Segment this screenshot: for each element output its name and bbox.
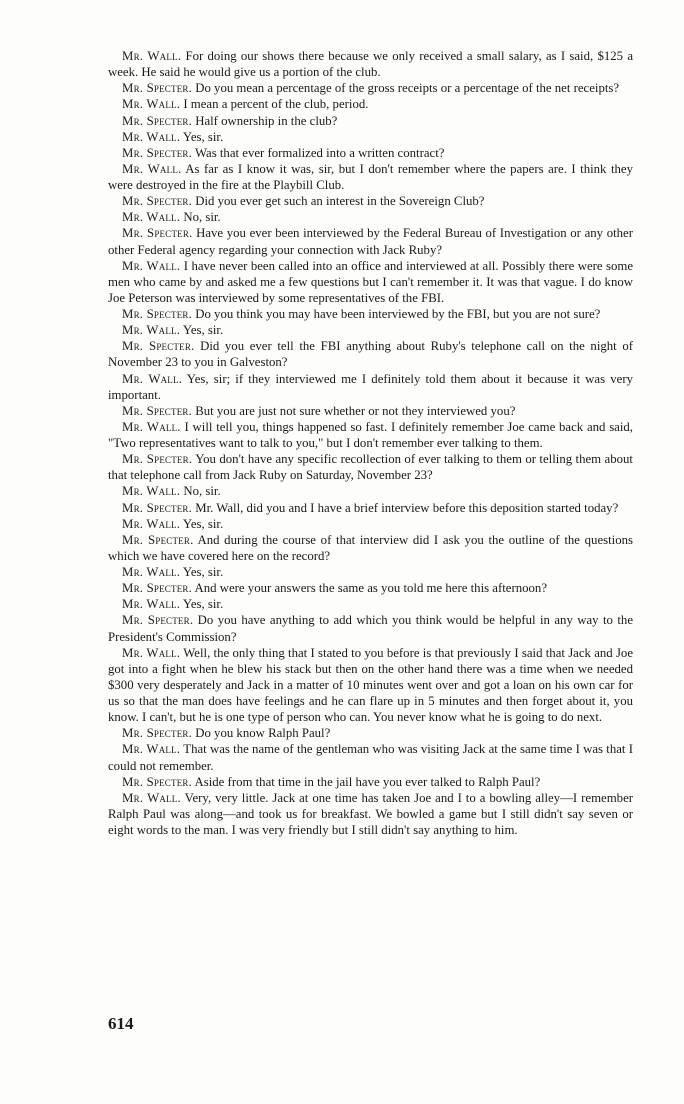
transcript-paragraph xyxy=(108,161,633,193)
transcript-paragraph xyxy=(108,225,633,257)
paragraph-text: Yes, sir. xyxy=(182,516,224,531)
transcript-paragraph xyxy=(108,209,633,225)
transcript-paragraph xyxy=(108,516,633,532)
speaker-label: Mr. Specter. xyxy=(122,403,192,418)
paragraph-text: That was the name of the gentleman who was visiting Jack at the same time I was that I could not remember. xyxy=(108,742,634,773)
speaker-label: Mr. Wall. xyxy=(122,210,181,225)
transcript-paragraph xyxy=(108,564,633,580)
paragraph-text: I mean a percent of the club, period. xyxy=(183,97,369,112)
paragraph-text: Yes, sir. xyxy=(182,597,224,612)
speaker-label: Mr. Wall. xyxy=(122,323,181,338)
transcript-paragraph xyxy=(108,725,633,741)
transcript-paragraph xyxy=(108,596,633,612)
transcript-paragraph xyxy=(108,483,633,499)
transcript-paragraph xyxy=(108,532,633,564)
paragraph-text: Mr. Wall, did you and I have a brief interview before this deposition started today? xyxy=(195,500,619,515)
paragraph-text: Did you ever tell the FBI anything about Ruby's telephone call on the night of November 23 to you in Galveston? xyxy=(108,339,634,370)
transcript-paragraph xyxy=(108,338,633,370)
transcript-paragraph xyxy=(108,741,633,773)
speaker-label: Mr. Specter. xyxy=(122,307,192,321)
paragraph-text: Did you ever get such an interest in the Sovereign Club? xyxy=(195,194,485,209)
speaker-label: Mr. Wall. xyxy=(122,419,181,434)
speaker-label: Mr. Specter. xyxy=(122,452,193,467)
transcript-paragraph xyxy=(108,113,633,129)
paragraph-text: You don't have any specific recollection of ever talking to them or telling them about that telephone call from Jack Ruby on Saturday, November 23? xyxy=(108,452,633,483)
transcript-paragraph xyxy=(108,403,633,419)
transcript-paragraph xyxy=(108,322,633,338)
speaker-label: Mr. Wall. xyxy=(122,161,182,176)
transcript-paragraph xyxy=(108,774,633,790)
transcript-paragraph xyxy=(108,580,633,596)
speaker-label: Mr. Specter. xyxy=(122,226,193,241)
speaker-label: Mr. Specter. xyxy=(122,339,195,354)
page-number: 614 xyxy=(108,1014,134,1033)
paragraph-text: Very, very little. Jack at one time has taken Joe and I to a bowling alley—I remember Ralph Paul was along—and took us for breakfast. We bowled a game but I still didn't say seven or eight words to the man. I was very friendly but I still didn't say anything to him. xyxy=(108,790,634,837)
paragraph-text: Was that ever formalized into a written contract? xyxy=(194,145,445,160)
transcript-paragraph xyxy=(108,96,633,112)
transcript-paragraph xyxy=(108,80,633,96)
speaker-label: Mr. Wall. xyxy=(122,97,181,112)
speaker-label: Mr. Wall. xyxy=(122,790,181,805)
speaker-label: Mr. Wall. xyxy=(122,645,181,660)
paragraph-text: I have never been called into an office and interviewed at all. Possibly there were some men who came by and asked me a few questions but I can't remember it. It was that vague. I do know Joe Peterson was interviewed by some representatives of the FBI. xyxy=(108,258,634,305)
speaker-label: Mr. Wall. xyxy=(122,258,181,273)
paragraph-text: Half ownership in the club? xyxy=(195,113,338,128)
paragraph-text: Yes, sir. xyxy=(182,129,224,144)
paragraph-text: And were your answers the same as you told me here this afternoon? xyxy=(194,581,548,596)
speaker-label: Mr. Wall. xyxy=(122,49,182,63)
speaker-label: Mr. Specter. xyxy=(122,581,192,596)
paragraph-text: Have you ever been interviewed by the Federal Bureau of Investigation or any other other Federal agency regarding your connection with Jack Ruby? xyxy=(108,226,633,257)
paragraph-text: But you are just not sure whether or not they interviewed you? xyxy=(195,403,516,418)
transcript-paragraph xyxy=(108,371,633,403)
transcript-paragraph xyxy=(108,790,633,838)
paragraph-text: Yes, sir. xyxy=(182,323,224,338)
transcript-paragraph xyxy=(108,645,633,726)
paragraph-text: No, sir. xyxy=(183,484,221,499)
speaker-label: Mr. Specter. xyxy=(122,500,192,515)
speaker-label: Mr. Specter. xyxy=(122,774,192,789)
transcript-paragraph xyxy=(108,193,633,209)
paragraph-text: I will tell you, things happened so fast. I definitely remember Joe came back and said, "Two representatives want to talk to you," but I don't remember ever talking to them. xyxy=(108,419,634,450)
speaker-label: Mr. Specter. xyxy=(122,194,192,209)
speaker-label: Mr. Wall. xyxy=(122,371,183,386)
speaker-label: Mr. Wall. xyxy=(122,597,181,612)
transcript-body xyxy=(108,48,633,838)
speaker-label: Mr. Wall. xyxy=(122,484,181,499)
speaker-label: Mr. Specter. xyxy=(122,113,192,128)
transcript-paragraph xyxy=(108,500,633,516)
paragraph-text: Yes, sir. xyxy=(182,565,224,579)
transcript-paragraph xyxy=(108,48,633,80)
paragraph-text: Do you know Ralph Paul? xyxy=(195,726,331,741)
speaker-label: Mr. Specter. xyxy=(122,145,192,160)
speaker-label: Mr. Wall. xyxy=(122,565,181,579)
paragraph-text: Aside from that time in the jail have you ever talked to Ralph Paul? xyxy=(194,774,541,789)
speaker-label: Mr. Specter. xyxy=(122,726,192,741)
transcript-paragraph xyxy=(108,129,633,145)
paragraph-text: Well, the only thing that I stated to you before is that previously I said that Jack and Joe got into a fight when he blew his stack but then on the other hand there was a time when we needed $300 very desperately and Jack in a matter of 10 minutes went over and got a loan on his own car for us so that the man does have feelings and he can flare up in 5 minutes and then forget about it, you know. I can't, but he is one type of person who can. You never know what he is going to do next. xyxy=(108,645,634,725)
speaker-label: Mr. Specter. xyxy=(122,81,192,96)
transcript-paragraph xyxy=(108,451,633,483)
paragraph-text: And during the course of that interview did I ask you the outline of the questions which we have covered here on the record? xyxy=(108,532,634,563)
speaker-label: Mr. Wall. xyxy=(122,742,181,757)
paragraph-text: Do you think you may have been interviewed by the FBI, but you are not sure? xyxy=(195,307,601,321)
transcript-paragraph xyxy=(108,258,633,306)
paragraph-text: Do you have anything to add which you think would be helpful in any way to the President's Commission? xyxy=(108,613,634,644)
speaker-label: Mr. Wall. xyxy=(122,516,181,531)
paragraph-text: Yes, sir; if they interviewed me I definitely told them about it because it was very important. xyxy=(108,371,633,402)
speaker-label: Mr. Specter. xyxy=(122,613,194,628)
transcript-paragraph xyxy=(108,145,633,161)
transcript-paragraph xyxy=(108,419,633,451)
speaker-label: Mr. Wall. xyxy=(122,129,181,144)
paragraph-text: Do you mean a percentage of the gross receipts or a percentage of the net receipts? xyxy=(195,81,620,96)
transcript-paragraph xyxy=(108,306,633,322)
paragraph-text: As far as I know it was, sir, but I don't remember where the papers are. I think they were destroyed in the fire at the Playbill Club. xyxy=(108,161,633,192)
paragraph-text: No, sir. xyxy=(183,210,221,225)
transcript-paragraph xyxy=(108,612,633,644)
paragraph-text: For doing our shows there because we only received a small salary, as I said, $125 a week. He said he would give us a portion of the club. xyxy=(108,49,633,80)
speaker-label: Mr. Specter. xyxy=(122,532,194,547)
